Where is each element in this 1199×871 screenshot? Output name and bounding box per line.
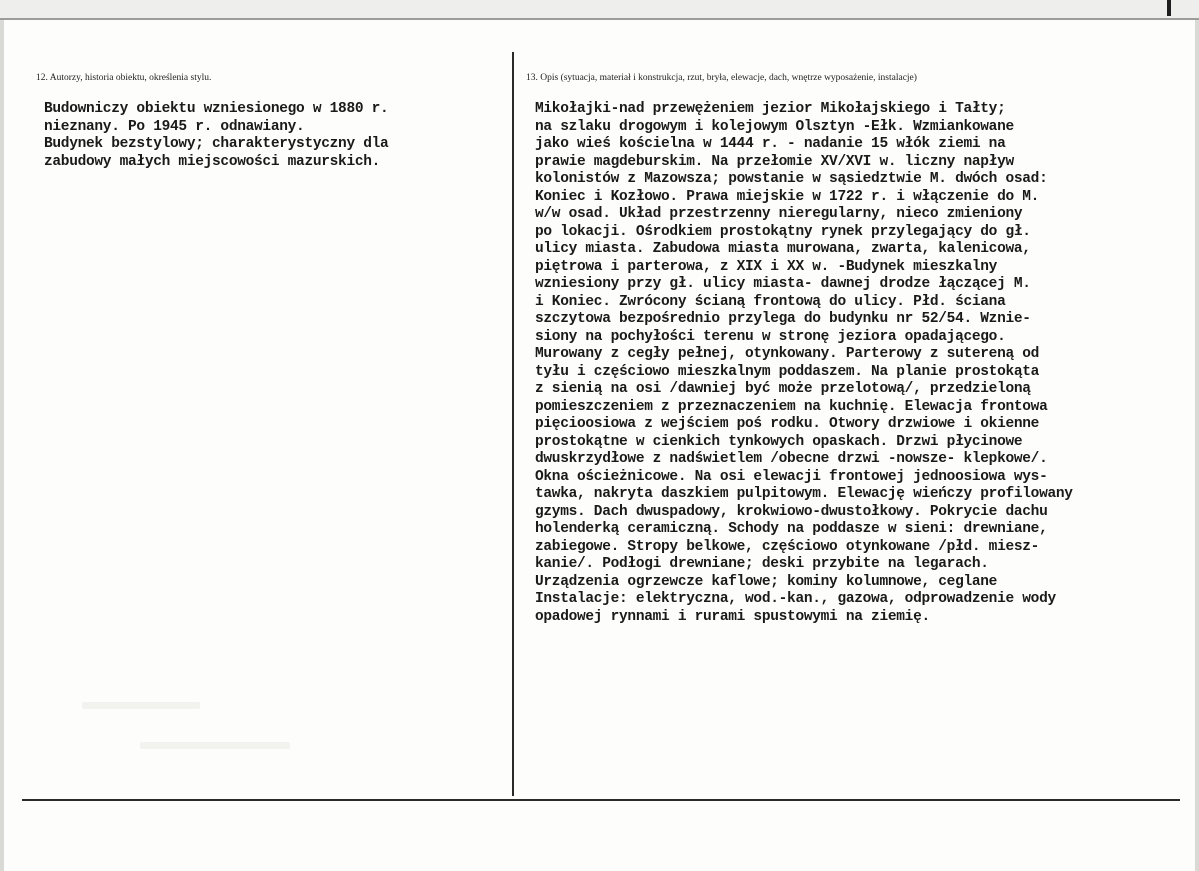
section-13-line: pomieszczeniem z przeznaczeniem na kuchnię. Elewacja frontowa (535, 398, 1048, 415)
section-13-line: Instalacje: elektryczna, wod.-kan., gazowa, odprowadzenie wody (535, 591, 1056, 607)
section-12-line: Budowniczy obiektu wzniesionego w 1880 r. (44, 101, 389, 117)
section-13-line: prostokątne w cienkich tynkowych opaskach. Drzwi płycinowe (535, 433, 1023, 450)
bottom-rule (22, 799, 1180, 801)
section-13-line: i Koniec. Zwrócony ścianą frontową do ulicy. Płd. ściana (535, 293, 1006, 310)
top-margin-band (0, 0, 1199, 18)
column-divider (512, 52, 514, 796)
card-left-edge (0, 20, 4, 871)
section-13-line: wzniesiony przy gł. ulicy miasta- dawnej drodze łączącej M. (535, 276, 1031, 292)
section-13-line: pięcioosiowa z wejściem poś rodku. Otwory drzwiowe i okienne (535, 416, 1040, 432)
section-12-line: zabudowy małych miejscowości mazurskich. (44, 153, 381, 170)
section-13-line: dwuskrzydłowe z nadświetlem /obecne drzwi -nowsze- klepkowe/. (535, 451, 1048, 467)
section-13-line: z sienią na osi /dawniej być może przelotową/, przedzieloną (535, 381, 1031, 397)
section-13-line: tawka, nakryta daszkiem pulpitowym. Elewację wieńczy profilowany (535, 486, 1073, 502)
card-right-edge (1195, 20, 1199, 871)
section-13-text (535, 101, 1073, 626)
section-13-line: kanie/. Podłogi drewniane; deski przybite na legarach. (535, 556, 989, 572)
section-13-line: ulicy miasta. Zabudowa miasta murowana, zwarta, kalenicowa, (535, 241, 1031, 257)
scan-mark (1167, 0, 1171, 16)
section-13-line: Koniec i Kozłowo. Prawa miejskie w 1722 r. i włączenie do M. (535, 188, 1040, 205)
section-13-header: 13. Opis (sytuacja, materiał i konstrukcja, rzut, bryła, elewacje, dach, wnętrze wyposażenie, instalacje) (526, 73, 917, 83)
section-13-line: prawie magdeburskim. Na przełomie XV/XVI w. liczny napływ (535, 153, 1014, 170)
section-13-line: holenderką ceramiczną. Schody na poddasze w sieni: drewniane, (535, 521, 1048, 537)
show-through-mark (140, 742, 290, 749)
section-13-line: gzyms. Dach dwuspadowy, krokwiowo-dwustołkowy. Pokrycie dachu (535, 503, 1048, 520)
section-13-line: w/w osad. Układ przestrzenny nieregularny, nieco zmieniony (535, 206, 1023, 222)
section-13-line: jako wieś kościelna w 1444 r. - nadanie 15 włók ziemi na (535, 136, 1006, 152)
section-12-header: 12. Autorzy, historia obiektu, określenia stylu. (36, 73, 212, 83)
section-13-line: Okna ościeżnicowe. Na osi elewacji frontowej jednoosiowa wys- (535, 468, 1048, 485)
section-13-line: szczytowa bezpośrednio przylega do budynku nr 52/54. Wznie- (535, 311, 1031, 327)
section-13-line: Urządzenia ogrzewcze kaflowe; kominy kolumnowe, ceglane (535, 573, 998, 590)
section-12-line: nieznany. Po 1945 r. odnawiany. (44, 118, 305, 135)
section-12-line: Budynek bezstylowy; charakterystyczny dla (44, 136, 389, 152)
section-13-line: piętrowa i parterowa, z XIX i XX w. -Budynek mieszkalny (535, 258, 998, 275)
section-13-line: siony na pochyłości terenu w stronę jeziora opadającego. (535, 328, 1006, 345)
section-13-line: zabiegowe. Stropy belkowe, częściowo otynkowane /płd. miesz- (535, 538, 1040, 555)
section-13-line: po lokacji. Ośrodkiem prostokątny rynek przylegający do gł. (535, 223, 1031, 240)
section-13-line: Murowany z cegły pełnej, otynkowany. Parterowy z sutereną od (535, 346, 1040, 362)
show-through-mark (82, 702, 200, 709)
section-13-line: Mikołajki-nad przewężeniem jezior Mikołajskiego i Tałty; (535, 101, 1006, 117)
section-12-text (44, 101, 388, 171)
section-13-line: tyłu i częściowo mieszkalnym poddaszem. Na planie prostokąta (535, 363, 1040, 380)
section-13-line: kolonistów z Mazowsza; powstanie w sąsiedztwie M. dwóch osad: (535, 171, 1048, 187)
section-13-line: na szlaku drogowym i kolejowym Olsztyn -Ełk. Wzmiankowane (535, 118, 1014, 135)
section-13-line: opadowej rynnami i rurami spustowymi na ziemię. (535, 608, 930, 625)
